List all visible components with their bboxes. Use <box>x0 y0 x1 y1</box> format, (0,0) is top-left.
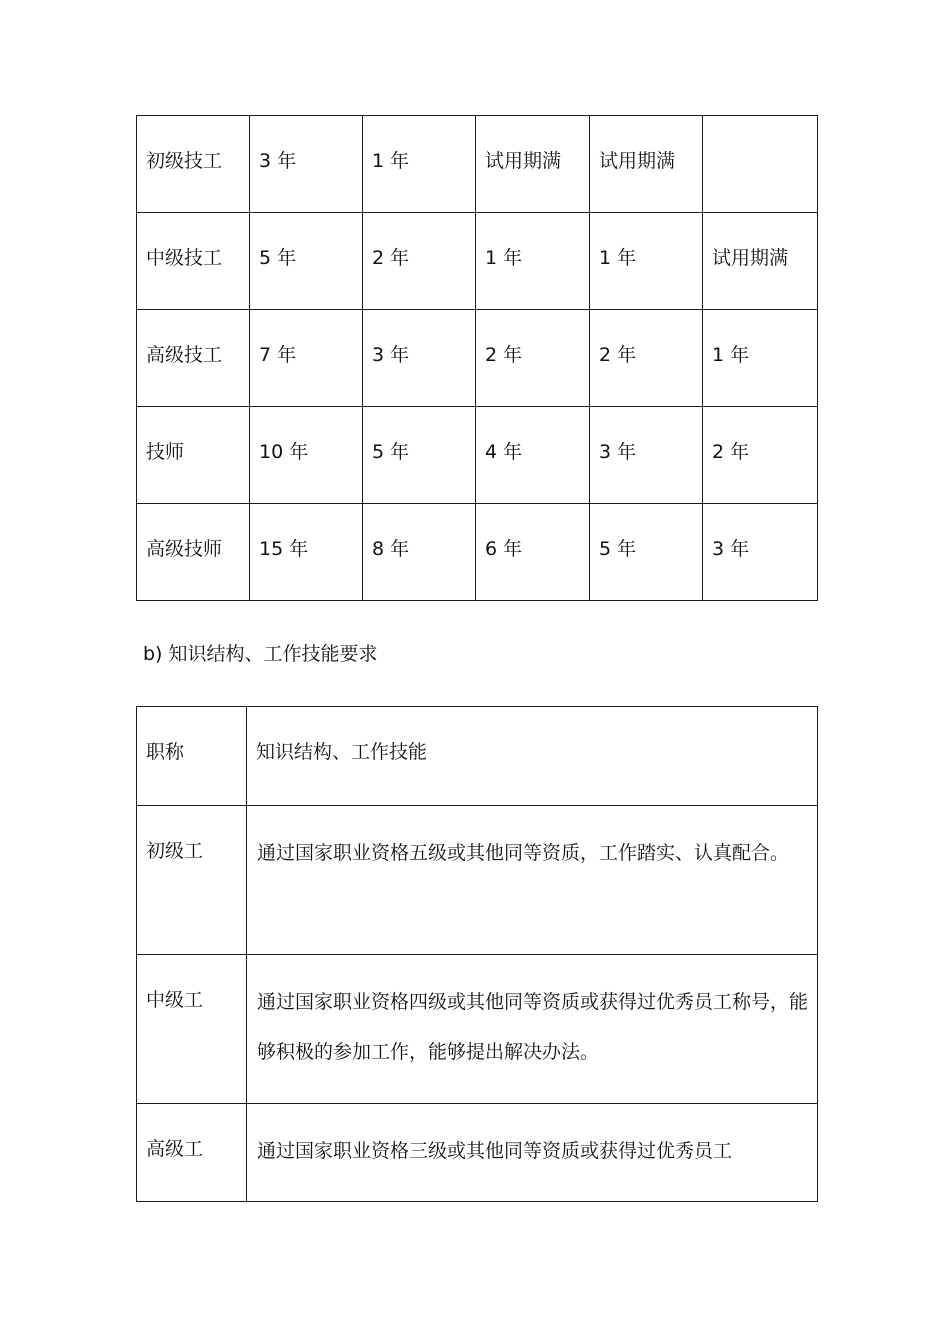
table-cell: 通过国家职业资格三级或其他同等资质或获得过优秀员工 <box>247 1104 818 1202</box>
table-row <box>137 806 818 955</box>
table-cell: 试用期满 <box>703 213 818 310</box>
header-cell-title: 职称 <box>137 707 247 806</box>
table-cell: 6 年 <box>476 504 590 601</box>
table-cell: 1 年 <box>703 310 818 407</box>
table-cell: 3 年 <box>250 116 363 213</box>
table-cell: 3 年 <box>703 504 818 601</box>
table-row <box>137 1104 818 1202</box>
table-cell: 5 年 <box>250 213 363 310</box>
table-cell: 技师 <box>137 407 250 504</box>
table-cell: 15 年 <box>250 504 363 601</box>
table-cell: 2 年 <box>590 310 703 407</box>
table-cell: 3 年 <box>363 310 476 407</box>
table-row <box>137 504 818 601</box>
table-cell: 高级技师 <box>137 504 250 601</box>
table-cell: 1 年 <box>590 213 703 310</box>
table-cell: 7 年 <box>250 310 363 407</box>
table-cell: 试用期满 <box>590 116 703 213</box>
table-cell: 初级技工 <box>137 116 250 213</box>
table-cell: 通过国家职业资格五级或其他同等资质，工作踏实、认真配合。 <box>247 806 818 955</box>
table-row <box>137 407 818 504</box>
table-row <box>137 213 818 310</box>
table-row <box>137 955 818 1104</box>
table-cell: 8 年 <box>363 504 476 601</box>
table-cell: 5 年 <box>363 407 476 504</box>
table-cell: 初级工 <box>137 806 247 955</box>
table-cell: 高级技工 <box>137 310 250 407</box>
table-cell: 2 年 <box>476 310 590 407</box>
table-cell: 1 年 <box>476 213 590 310</box>
table-cell: 高级工 <box>137 1104 247 1202</box>
table-header-row <box>137 707 818 806</box>
table-cell: 2 年 <box>363 213 476 310</box>
experience-years-table-body <box>137 116 818 601</box>
table-cell: 3 年 <box>590 407 703 504</box>
table-row <box>137 310 818 407</box>
table-cell: 通过国家职业资格四级或其他同等资质或获得过优秀员工称号，能够积极的参加工作，能够提出解决办法。 <box>247 955 818 1104</box>
skills-requirements-table <box>136 706 818 1202</box>
skills-requirements-table-body <box>137 707 818 1202</box>
table-cell: 1 年 <box>363 116 476 213</box>
table-cell: 中级技工 <box>137 213 250 310</box>
table-cell: 4 年 <box>476 407 590 504</box>
table-cell: 试用期满 <box>476 116 590 213</box>
table-cell: 中级工 <box>137 955 247 1104</box>
table-cell: 5 年 <box>590 504 703 601</box>
table-cell: 10 年 <box>250 407 363 504</box>
table-row <box>137 116 818 213</box>
section-heading: b) 知识结构、工作技能要求 <box>143 643 378 665</box>
header-cell-skills: 知识结构、工作技能 <box>247 707 818 806</box>
table-cell: 2 年 <box>703 407 818 504</box>
table-cell <box>703 116 818 213</box>
experience-years-table <box>136 115 818 601</box>
